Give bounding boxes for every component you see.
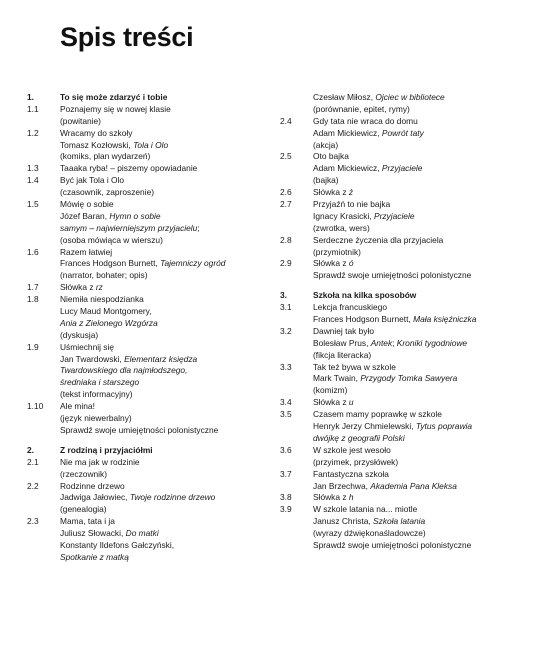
- toc-line: [27, 175, 267, 187]
- toc-text: Jan Brzechwa,: [313, 480, 371, 491]
- toc-text: Czesław Miłosz,: [313, 92, 376, 102]
- toc-text: Fantastyczna szkoła: [313, 468, 389, 479]
- toc-entry-text: [60, 128, 132, 140]
- toc-number: 1.2: [27, 127, 39, 138]
- toc-entry-text: [313, 199, 390, 211]
- toc-line: [280, 350, 520, 362]
- toc-line: [27, 425, 267, 437]
- toc-entry-text: [313, 362, 396, 374]
- toc-text: Gdy tata nie wraca do domu: [313, 115, 418, 126]
- toc-text: W szkole jest wesoło: [313, 444, 391, 455]
- toc-text: Serdeczne życzenia dla przyjaciela: [313, 234, 444, 245]
- toc-line: [27, 389, 267, 401]
- toc-line: [27, 294, 267, 306]
- toc-text: Mark Twain,: [313, 373, 361, 384]
- toc-entry-text: [60, 492, 215, 504]
- toc-text: Czasem mamy poprawkę w szkole: [313, 409, 442, 420]
- toc-line: [27, 318, 267, 330]
- toc-text: (komiks, plan wydarzeń): [60, 151, 151, 162]
- toc-right-column: [280, 92, 520, 552]
- toc-text: Ale mina!: [60, 401, 95, 412]
- toc-text: Bolesław Prus,: [313, 337, 371, 348]
- toc-number: 2.2: [27, 480, 39, 491]
- toc-line: [280, 163, 520, 175]
- toc-section-heading: [280, 290, 520, 302]
- toc-line: [27, 401, 267, 413]
- toc-title-italic: Szkoła latania: [373, 516, 426, 527]
- toc-line: [27, 481, 267, 493]
- toc-entry-text: [313, 314, 476, 326]
- toc-number: 1.5: [27, 199, 39, 210]
- toc-number: 1.: [27, 92, 34, 102]
- toc-entry-text: [313, 270, 471, 282]
- toc-entry-text: [60, 401, 95, 413]
- toc-number: 1.9: [27, 341, 39, 352]
- toc-line: [27, 187, 267, 199]
- toc-number: 1.1: [27, 103, 39, 114]
- toc-title-italic: Akademia Pana Kleksa: [370, 480, 457, 491]
- toc-line: [280, 247, 520, 259]
- toc-line: [280, 362, 520, 374]
- toc-line: [280, 373, 520, 385]
- toc-entry-text: [60, 389, 133, 401]
- toc-line: [280, 421, 520, 433]
- toc-line: [280, 140, 520, 152]
- toc-line: [27, 128, 267, 140]
- toc-text: (język niewerbalny): [60, 413, 132, 424]
- toc-line: [27, 282, 267, 294]
- toc-title-italic: Tola i Olo: [133, 139, 169, 150]
- toc-line: [280, 258, 520, 270]
- toc-line: [280, 433, 520, 445]
- toc-entry-text: [313, 469, 389, 481]
- toc-line: [280, 326, 520, 338]
- toc-entry-text: [60, 163, 197, 175]
- toc-number: 1.7: [27, 282, 39, 293]
- toc-entry-text: [60, 318, 158, 330]
- toc-line: [27, 516, 267, 528]
- toc-text: Z rodziną i przyjaciółmi: [60, 444, 153, 455]
- toc-line: [27, 116, 267, 128]
- toc-entry-text: [313, 481, 457, 493]
- toc-entry-text: [60, 342, 114, 354]
- toc-entry-text: [313, 326, 374, 338]
- toc-entry-text: [60, 258, 225, 270]
- toc-line: [280, 302, 520, 314]
- toc-title-italic: Ojciec w bibliotece: [375, 92, 445, 102]
- toc-text: ;: [197, 222, 200, 233]
- toc-line: [280, 314, 520, 326]
- toc-number: 3.6: [280, 444, 292, 455]
- toc-line: [27, 354, 267, 366]
- toc-entry-text: [60, 413, 132, 425]
- toc-line: [27, 469, 267, 481]
- toc-line: [280, 175, 520, 187]
- toc-line: [280, 516, 520, 528]
- toc-line: [27, 413, 267, 425]
- toc-title-italic: Przyjaciele: [373, 210, 415, 221]
- toc-entry-text: [313, 492, 354, 504]
- toc-entry-text: [313, 457, 398, 469]
- toc-title-italic: h: [348, 492, 354, 503]
- toc-entry-text: [60, 469, 107, 481]
- toc-number: 2.5: [280, 151, 292, 162]
- toc-entry-text: [313, 421, 472, 433]
- toc-text: Być jak Tola i Olo: [60, 175, 125, 186]
- toc-title-italic: Przyjaciele: [381, 163, 423, 174]
- toc-line: [27, 306, 267, 318]
- toc-line: [27, 528, 267, 540]
- toc-title-italic: Twardowskiego dla najmłodszego,: [60, 365, 188, 376]
- toc-number: 1.6: [27, 246, 39, 257]
- toc-number: 3.7: [280, 468, 292, 479]
- toc-entry-text: [313, 116, 418, 128]
- toc-text: (komizm): [313, 385, 348, 396]
- toc-entry-text: [60, 306, 152, 318]
- toc-number: 3.2: [280, 325, 292, 336]
- toc-line: [280, 445, 520, 457]
- toc-text: Słówka z: [313, 492, 349, 503]
- toc-entry-text: [313, 163, 422, 175]
- toc-line: [27, 223, 267, 235]
- toc-text: Tomasz Kozłowski,: [60, 139, 134, 150]
- toc-text: (porównanie, epitet, rymy): [313, 103, 410, 114]
- toc-entry-text: [60, 175, 124, 187]
- toc-text: (wyrazy dźwiękonaśladowcze): [313, 528, 426, 539]
- toc-text: (fikcja literacka): [313, 349, 372, 360]
- toc-number: 1.4: [27, 175, 39, 186]
- toc-entry-text: [60, 354, 197, 366]
- toc-number: 2.1: [27, 456, 39, 467]
- toc-text: Wracamy do szkoły: [60, 127, 133, 138]
- toc-text: Henryk Jerzy Chmielewski,: [313, 421, 416, 432]
- toc-line: [280, 504, 520, 516]
- toc-text: (zwrotka, wers): [313, 222, 370, 233]
- toc-text: (powitanie): [60, 115, 101, 126]
- toc-text: Rodzinne drzewo: [60, 480, 125, 491]
- toc-entry-text: [60, 199, 114, 211]
- toc-number: 3.8: [280, 492, 292, 503]
- toc-title-italic: Kroniki tygodniowe: [396, 337, 468, 348]
- toc-number: 1.8: [27, 294, 39, 305]
- toc-entry-text: [60, 282, 103, 294]
- toc-text: (czasownik, zaproszenie): [60, 187, 155, 198]
- toc-line: [280, 528, 520, 540]
- toc-text: Adam Mickiewicz,: [313, 163, 382, 174]
- toc-line: [280, 540, 520, 552]
- toc-entry-text: [313, 433, 405, 445]
- toc-line: [27, 552, 267, 564]
- toc-title-italic: Powrót taty: [381, 127, 424, 138]
- toc-number: 3.5: [280, 409, 292, 420]
- toc-text: (narrator, bohater; opis): [60, 270, 148, 281]
- toc-entry-text: [60, 211, 161, 223]
- toc-line: [280, 211, 520, 223]
- toc-line: [27, 199, 267, 211]
- toc-entry-text: [313, 140, 338, 152]
- toc-entry-text: [313, 397, 354, 409]
- toc-entry-text: [60, 457, 140, 469]
- toc-title-italic: Antek: [370, 337, 393, 348]
- toc-title-italic: ż: [348, 187, 354, 198]
- toc-entry-text: [60, 365, 187, 377]
- toc-entry-text: [313, 302, 387, 314]
- toc-text: (przyimek, przysłówek): [313, 456, 399, 467]
- toc-entry-text: [60, 140, 168, 152]
- toc-title-italic: rz: [95, 282, 103, 293]
- toc-entry-text: [60, 425, 218, 437]
- section-gap: [27, 437, 267, 445]
- toc-text: (rzeczownik): [60, 468, 107, 479]
- toc-entry-text: [313, 516, 425, 528]
- toc-line: [280, 199, 520, 211]
- toc-line: [27, 140, 267, 152]
- toc-title-italic: dwójkę z geografii Polski: [313, 432, 405, 443]
- toc-text: Słówka z: [313, 258, 349, 269]
- toc-text: (tekst informacyjny): [60, 389, 133, 400]
- toc-text: Sprawdź swoje umiejętności polonistyczne: [313, 539, 472, 550]
- toc-text: Konstanty Ildefons Gałczyński,: [60, 539, 175, 550]
- toc-text: Adam Mickiewicz,: [313, 127, 382, 138]
- toc-line: [27, 270, 267, 282]
- toc-entry-text: [60, 528, 159, 540]
- toc-number: 2.4: [280, 115, 292, 126]
- toc-number: 2.8: [280, 234, 292, 245]
- toc-line: [280, 187, 520, 199]
- toc-number: 2.6: [280, 187, 292, 198]
- toc-entry-text: [313, 104, 410, 116]
- toc-entry-text: [60, 223, 200, 235]
- toc-text: ;: [392, 337, 397, 348]
- toc-number: 3.4: [280, 397, 292, 408]
- toc-entry-text: [313, 373, 457, 385]
- toc-text: Frances Hodgson Burnett,: [313, 314, 414, 325]
- toc-left-column: [27, 92, 267, 564]
- toc-text: Jan Twardowski,: [60, 353, 125, 364]
- toc-entry-text: [313, 409, 442, 421]
- toc-line: [27, 163, 267, 175]
- toc-line: [280, 397, 520, 409]
- toc-text: Słówka z: [313, 397, 349, 408]
- toc-text: Ignacy Krasicki,: [313, 210, 374, 221]
- toc-entry-text: [313, 247, 361, 259]
- toc-number: 2.7: [280, 199, 292, 210]
- toc-title-italic: Hymn o sobie: [109, 210, 161, 221]
- toc-text: Szkoła na kilka sposobów: [313, 290, 417, 301]
- toc-text: To się może zdarzyć i tobie: [60, 92, 168, 102]
- toc-entry-text: [60, 504, 107, 516]
- toc-line: [27, 211, 267, 223]
- toc-text: Mama, tata i ja: [60, 516, 115, 527]
- toc-line: [27, 247, 267, 259]
- toc-entry-text: [313, 223, 370, 235]
- toc-title-italic: Ania z Zielonego Wzgórza: [60, 317, 158, 328]
- toc-entry-text: [60, 187, 154, 199]
- toc-entry-text: [313, 445, 391, 457]
- toc-line: [280, 104, 520, 116]
- toc-line: [280, 128, 520, 140]
- toc-line: [27, 492, 267, 504]
- toc-entry-text: [313, 211, 414, 223]
- toc-entry-text: [60, 445, 153, 457]
- toc-entry-text: [60, 481, 125, 493]
- toc-text: W szkole latania na... miotle: [313, 504, 418, 515]
- toc-entry-text: [313, 187, 353, 199]
- toc-title-italic: Tajemniczy ogród: [160, 258, 226, 269]
- toc-text: Frances Hodgson Burnett,: [60, 258, 161, 269]
- toc-number: 2.9: [280, 258, 292, 269]
- toc-line: [280, 270, 520, 282]
- toc-entry-text: [60, 330, 98, 342]
- toc-line: [27, 330, 267, 342]
- toc-number: 2.: [27, 444, 34, 455]
- toc-line: [27, 258, 267, 270]
- toc-entry-text: [60, 116, 101, 128]
- toc-text: Janusz Christa,: [313, 516, 374, 527]
- toc-text: Niemiła niespodzianka: [60, 294, 144, 305]
- toc-number: 3.: [280, 290, 287, 301]
- page-title: Spis treści: [60, 22, 194, 52]
- toc-text: Sprawdź swoje umiejętności polonistyczne: [60, 424, 219, 435]
- toc-entry-text: [60, 104, 171, 116]
- toc-text: Józef Baran,: [60, 210, 110, 221]
- toc-number: 1.3: [27, 163, 39, 174]
- toc-line: [280, 223, 520, 235]
- toc-entry-text: [60, 294, 144, 306]
- toc-section-heading: [27, 445, 267, 457]
- toc-title-italic: Spotkanie z matką: [60, 551, 129, 562]
- toc-entry-text: [60, 552, 129, 564]
- toc-text: Nie ma jak w rodzinie: [60, 456, 140, 467]
- toc-entry-text: [313, 258, 354, 270]
- toc-title-italic: Twoje rodzinne drzewo: [129, 492, 216, 503]
- toc-entry-text: [313, 151, 349, 163]
- toc-number: 2.3: [27, 516, 39, 527]
- toc-text: Oto bajka: [313, 151, 349, 162]
- toc-entry-text: [60, 235, 163, 247]
- toc-entry-text: [60, 247, 112, 259]
- toc-text: Lucy Maud Montgomery,: [60, 306, 152, 317]
- toc-line: [27, 377, 267, 389]
- toc-line: [27, 365, 267, 377]
- toc-text: Dawniej tak było: [313, 325, 374, 336]
- toc-title-italic: Elementarz księdza: [124, 353, 198, 364]
- toc-line: [27, 540, 267, 552]
- toc-title-italic: samym – najwierniejszym przyjacielu: [60, 222, 198, 233]
- toc-entry-text: [313, 92, 445, 104]
- toc-line: [280, 492, 520, 504]
- toc-line: [280, 338, 520, 350]
- toc-text: Słówka z: [313, 187, 349, 198]
- toc-text: Juliusz Słowacki,: [60, 528, 126, 539]
- toc-line: [27, 235, 267, 247]
- toc-line: [27, 104, 267, 116]
- toc-number: 3.3: [280, 361, 292, 372]
- toc-line: [280, 457, 520, 469]
- toc-line: [280, 235, 520, 247]
- toc-title-italic: Do matki: [125, 528, 159, 539]
- toc-entry-text: [313, 235, 443, 247]
- toc-title-italic: u: [348, 397, 354, 408]
- toc-title-italic: ó: [348, 258, 354, 269]
- toc-text: Razem łatwiej: [60, 246, 113, 257]
- toc-number: 3.9: [280, 504, 292, 515]
- toc-entry-text: [313, 175, 339, 187]
- toc-text: Uśmiechnij się: [60, 341, 114, 352]
- toc-text: (akcja): [313, 139, 339, 150]
- toc-text: Słówka z: [60, 282, 96, 293]
- toc-number: 1.10: [27, 401, 44, 412]
- toc-title-italic: Przygody Tomka Sawyera: [360, 373, 458, 384]
- toc-entry-text: [60, 377, 139, 389]
- toc-entry-text: [313, 350, 371, 362]
- toc-line: [280, 92, 520, 104]
- toc-entry-text: [60, 92, 167, 104]
- toc-entry-text: [313, 504, 417, 516]
- toc-text: Przyjaźń to nie bajka: [313, 199, 391, 210]
- toc-text: (dyskusja): [60, 329, 99, 340]
- toc-entry-text: [60, 516, 115, 528]
- toc-line: [280, 116, 520, 128]
- toc-text: Taaaka ryba! – piszemy opowiadanie: [60, 163, 198, 174]
- toc-section-heading: [27, 92, 267, 104]
- toc-text: Poznajemy się w nowej klasie: [60, 103, 171, 114]
- toc-entry-text: [313, 385, 347, 397]
- toc-text: (bajka): [313, 175, 339, 186]
- toc-number: 3.1: [280, 302, 292, 313]
- toc-entry-text: [60, 540, 174, 552]
- toc-line: [27, 342, 267, 354]
- toc-entry-text: [60, 270, 148, 282]
- toc-text: Lekcja francuskiego: [313, 302, 388, 313]
- toc-line: [280, 151, 520, 163]
- toc-title-italic: średniaka i starszego: [60, 377, 140, 388]
- section-gap: [280, 282, 520, 290]
- toc-entry-text: [313, 128, 424, 140]
- toc-entry-text: [313, 528, 426, 540]
- toc-title-italic: Tytus poprawia: [415, 421, 473, 432]
- toc-line: [280, 385, 520, 397]
- toc-text: Mówię o sobie: [60, 199, 114, 210]
- toc-title-italic: Mała księżniczka: [413, 314, 477, 325]
- toc-entry-text: [313, 338, 467, 350]
- toc-line: [280, 409, 520, 421]
- toc-entry-text: [313, 290, 416, 302]
- toc-entry-text: [60, 151, 150, 163]
- toc-line: [27, 504, 267, 516]
- toc-text: (osoba mówiąca w wierszu): [60, 234, 163, 245]
- toc-entry-text: [313, 540, 471, 552]
- toc-text: (genealogia): [60, 504, 107, 515]
- toc-text: Sprawdź swoje umiejętności polonistyczne: [313, 270, 472, 281]
- toc-text: Tak też bywa w szkole: [313, 361, 396, 372]
- toc-line: [27, 457, 267, 469]
- toc-text: (przymiotnik): [313, 246, 361, 257]
- toc-line: [280, 481, 520, 493]
- toc-text: Jadwiga Jałowiec,: [60, 492, 130, 503]
- toc-line: [27, 151, 267, 163]
- toc-line: [280, 469, 520, 481]
